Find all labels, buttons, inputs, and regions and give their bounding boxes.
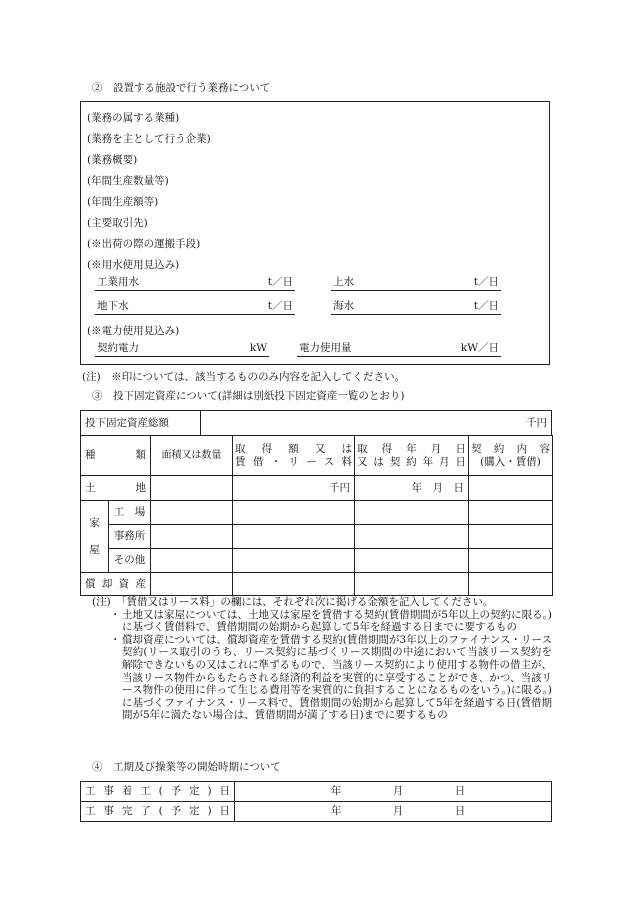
row-land-contract (469, 476, 553, 501)
sea-water-unit: t／日 (473, 300, 499, 313)
header-contract-line2: (購入・賃借) (480, 455, 541, 468)
item-transport: (※出荷の際の運搬手段) (87, 238, 201, 250)
end-date-value (235, 802, 552, 822)
house-label-char2: 屋 (89, 543, 100, 556)
row-depreciable-area (151, 573, 233, 596)
row-office-label: 事務所 (109, 525, 151, 549)
header-area: 面積又は数量 (151, 436, 233, 476)
row-other-amount (233, 549, 355, 573)
item-water: (※用水使用見込み) (87, 259, 180, 271)
house-label (81, 501, 109, 573)
header-date (355, 436, 469, 476)
section3-note-head: (注) 「賃借又はリース料」の欄には、それぞれ次に掲げる金額を記入してください。 (92, 596, 494, 608)
item-customers: (主要取引先) (87, 217, 148, 229)
tap-water-unit: t／日 (473, 276, 499, 289)
row-depreciable-contract (469, 573, 553, 596)
header-contract (469, 436, 553, 476)
start-day: 日 (454, 785, 466, 798)
note-bullet-depreciable-text: 償却資産については、償却資産を賃借する契約(賃借期間が3年以上のファイナンス・リース契約(リース取引のうち、リース契約に基づくリース期間の中途において当該リース契約を解除できないもの又はこれに準ずるもので、当該リース契約により使用する物件の借主が、当該リース物件からもたらされる経済的利益を実質的に享受することができ、かつ、当該リース物件の使用に伴って生じる費用等を実質的に負担することになるものをいう。)に限る。)に基づくファイナンス・リース料で、賃借期間の始期から起算して5年を経過する日(賃借期間が5年に満たない場合は、賃借期間が満了する日)までに要するもの (122, 633, 552, 722)
contract-power-label: 契約電力 (97, 342, 139, 355)
row-office-date (355, 525, 469, 549)
row-factory-contract (469, 501, 553, 525)
note-bullet-mark: ・ (110, 608, 121, 621)
total-assets-unit: 千円 (201, 411, 552, 436)
section4-heading: ④ 工期及び操業等の開始時期について (92, 761, 281, 773)
sea-water-line (331, 301, 501, 315)
power-heading: (※電力使用見込み) (87, 325, 180, 337)
row-office-area (151, 525, 233, 549)
item-company: (業務を主として行う企業) (87, 133, 211, 145)
row-land-amount: 千円 (233, 476, 355, 501)
note-bullet-land-text: 土地又は家屋については、土地又は家屋を賃借する契約(賃借期間が5年以上の契約に限る。)に基づく賃借料で、賃借期間の始期から起算して5年を経過する日までに要するもの (122, 608, 552, 634)
header-date-line2: 又は契約年月日 (357, 455, 466, 468)
row-factory-amount (233, 501, 355, 525)
tap-water-line (331, 277, 501, 291)
item-summary: (業務概要) (87, 154, 138, 166)
row-land-area (151, 476, 233, 501)
power-usage-unit: kW／日 (460, 342, 499, 355)
ground-water-line (95, 301, 295, 315)
section3-heading: ③ 投下固定資産について(詳細は別紙投下固定資産一覧のとおり) (92, 390, 405, 402)
row-factory-label: 工 場 (109, 501, 151, 525)
section3-note (82, 596, 552, 722)
row-land-date: 年 月 日 (355, 476, 469, 501)
item-value: (年間生産額等) (87, 196, 159, 208)
row-other-date (355, 549, 469, 573)
fixed-assets-total-table (80, 410, 552, 436)
start-date-value (235, 782, 552, 802)
power-usage-line (297, 343, 501, 357)
start-year: 年 (331, 785, 342, 798)
industrial-water-line (95, 277, 295, 291)
header-contract-line1: 契 約 内 容 (471, 442, 550, 455)
note-bullet-land (104, 609, 552, 634)
tap-water-label: 上水 (333, 276, 354, 289)
note-bullet-mark: ・ (110, 633, 121, 646)
header-date-line1: 取 得 年 月 日 (357, 442, 466, 455)
industrial-water-unit: t／日 (267, 276, 293, 289)
row-land-label: 土 地 (81, 476, 151, 501)
ground-water-unit: t／日 (267, 300, 293, 313)
row-factory-date (355, 501, 469, 525)
item-industry: (業務の属する業種) (87, 112, 180, 124)
total-assets-label: 投下固定資産総額 (81, 411, 201, 436)
row-other-contract (469, 549, 553, 573)
end-day: 日 (454, 805, 466, 818)
row-other-area (151, 549, 233, 573)
header-acquisition (233, 436, 355, 476)
row-depreciable-amount (233, 573, 355, 596)
contract-power-unit: kW (249, 342, 267, 355)
header-acquisition-line1: 取 得 額 又 は (235, 442, 352, 455)
row-depreciable-date (355, 573, 469, 596)
header-acquisition-line2: 賃借・リース料 (235, 455, 352, 468)
industrial-water-label: 工業用水 (97, 276, 139, 289)
row-factory-area (151, 501, 233, 525)
start-date-label: 工事着工(予定)日 (81, 782, 235, 802)
item-volume: (年間生産数量等) (87, 175, 169, 187)
house-label-char1: 家 (89, 516, 100, 529)
row-other-label: その他 (109, 549, 151, 573)
contract-power-line (95, 343, 269, 357)
row-depreciable-label: 償却資産 (81, 573, 151, 596)
schedule-table (80, 781, 552, 822)
business-box (80, 101, 550, 365)
row-office-amount (233, 525, 355, 549)
row-office-contract (469, 525, 553, 549)
ground-water-label: 地下水 (97, 300, 129, 313)
header-kind: 種 類 (81, 436, 151, 476)
end-month: 月 (392, 805, 404, 818)
end-year: 年 (331, 805, 342, 818)
power-usage-label: 電力使用量 (299, 342, 352, 355)
section2-note: (注) ※印については、該当するもののみ内容を記入してください。 (82, 371, 405, 383)
note-bullet-depreciable (104, 634, 552, 722)
section2-heading: ② 設置する施設で行う業務について (92, 82, 271, 94)
fixed-assets-table (80, 435, 553, 596)
start-month: 月 (392, 785, 404, 798)
end-date-label: 工事完了(予定)日 (81, 802, 235, 822)
sea-water-label: 海水 (333, 300, 354, 313)
